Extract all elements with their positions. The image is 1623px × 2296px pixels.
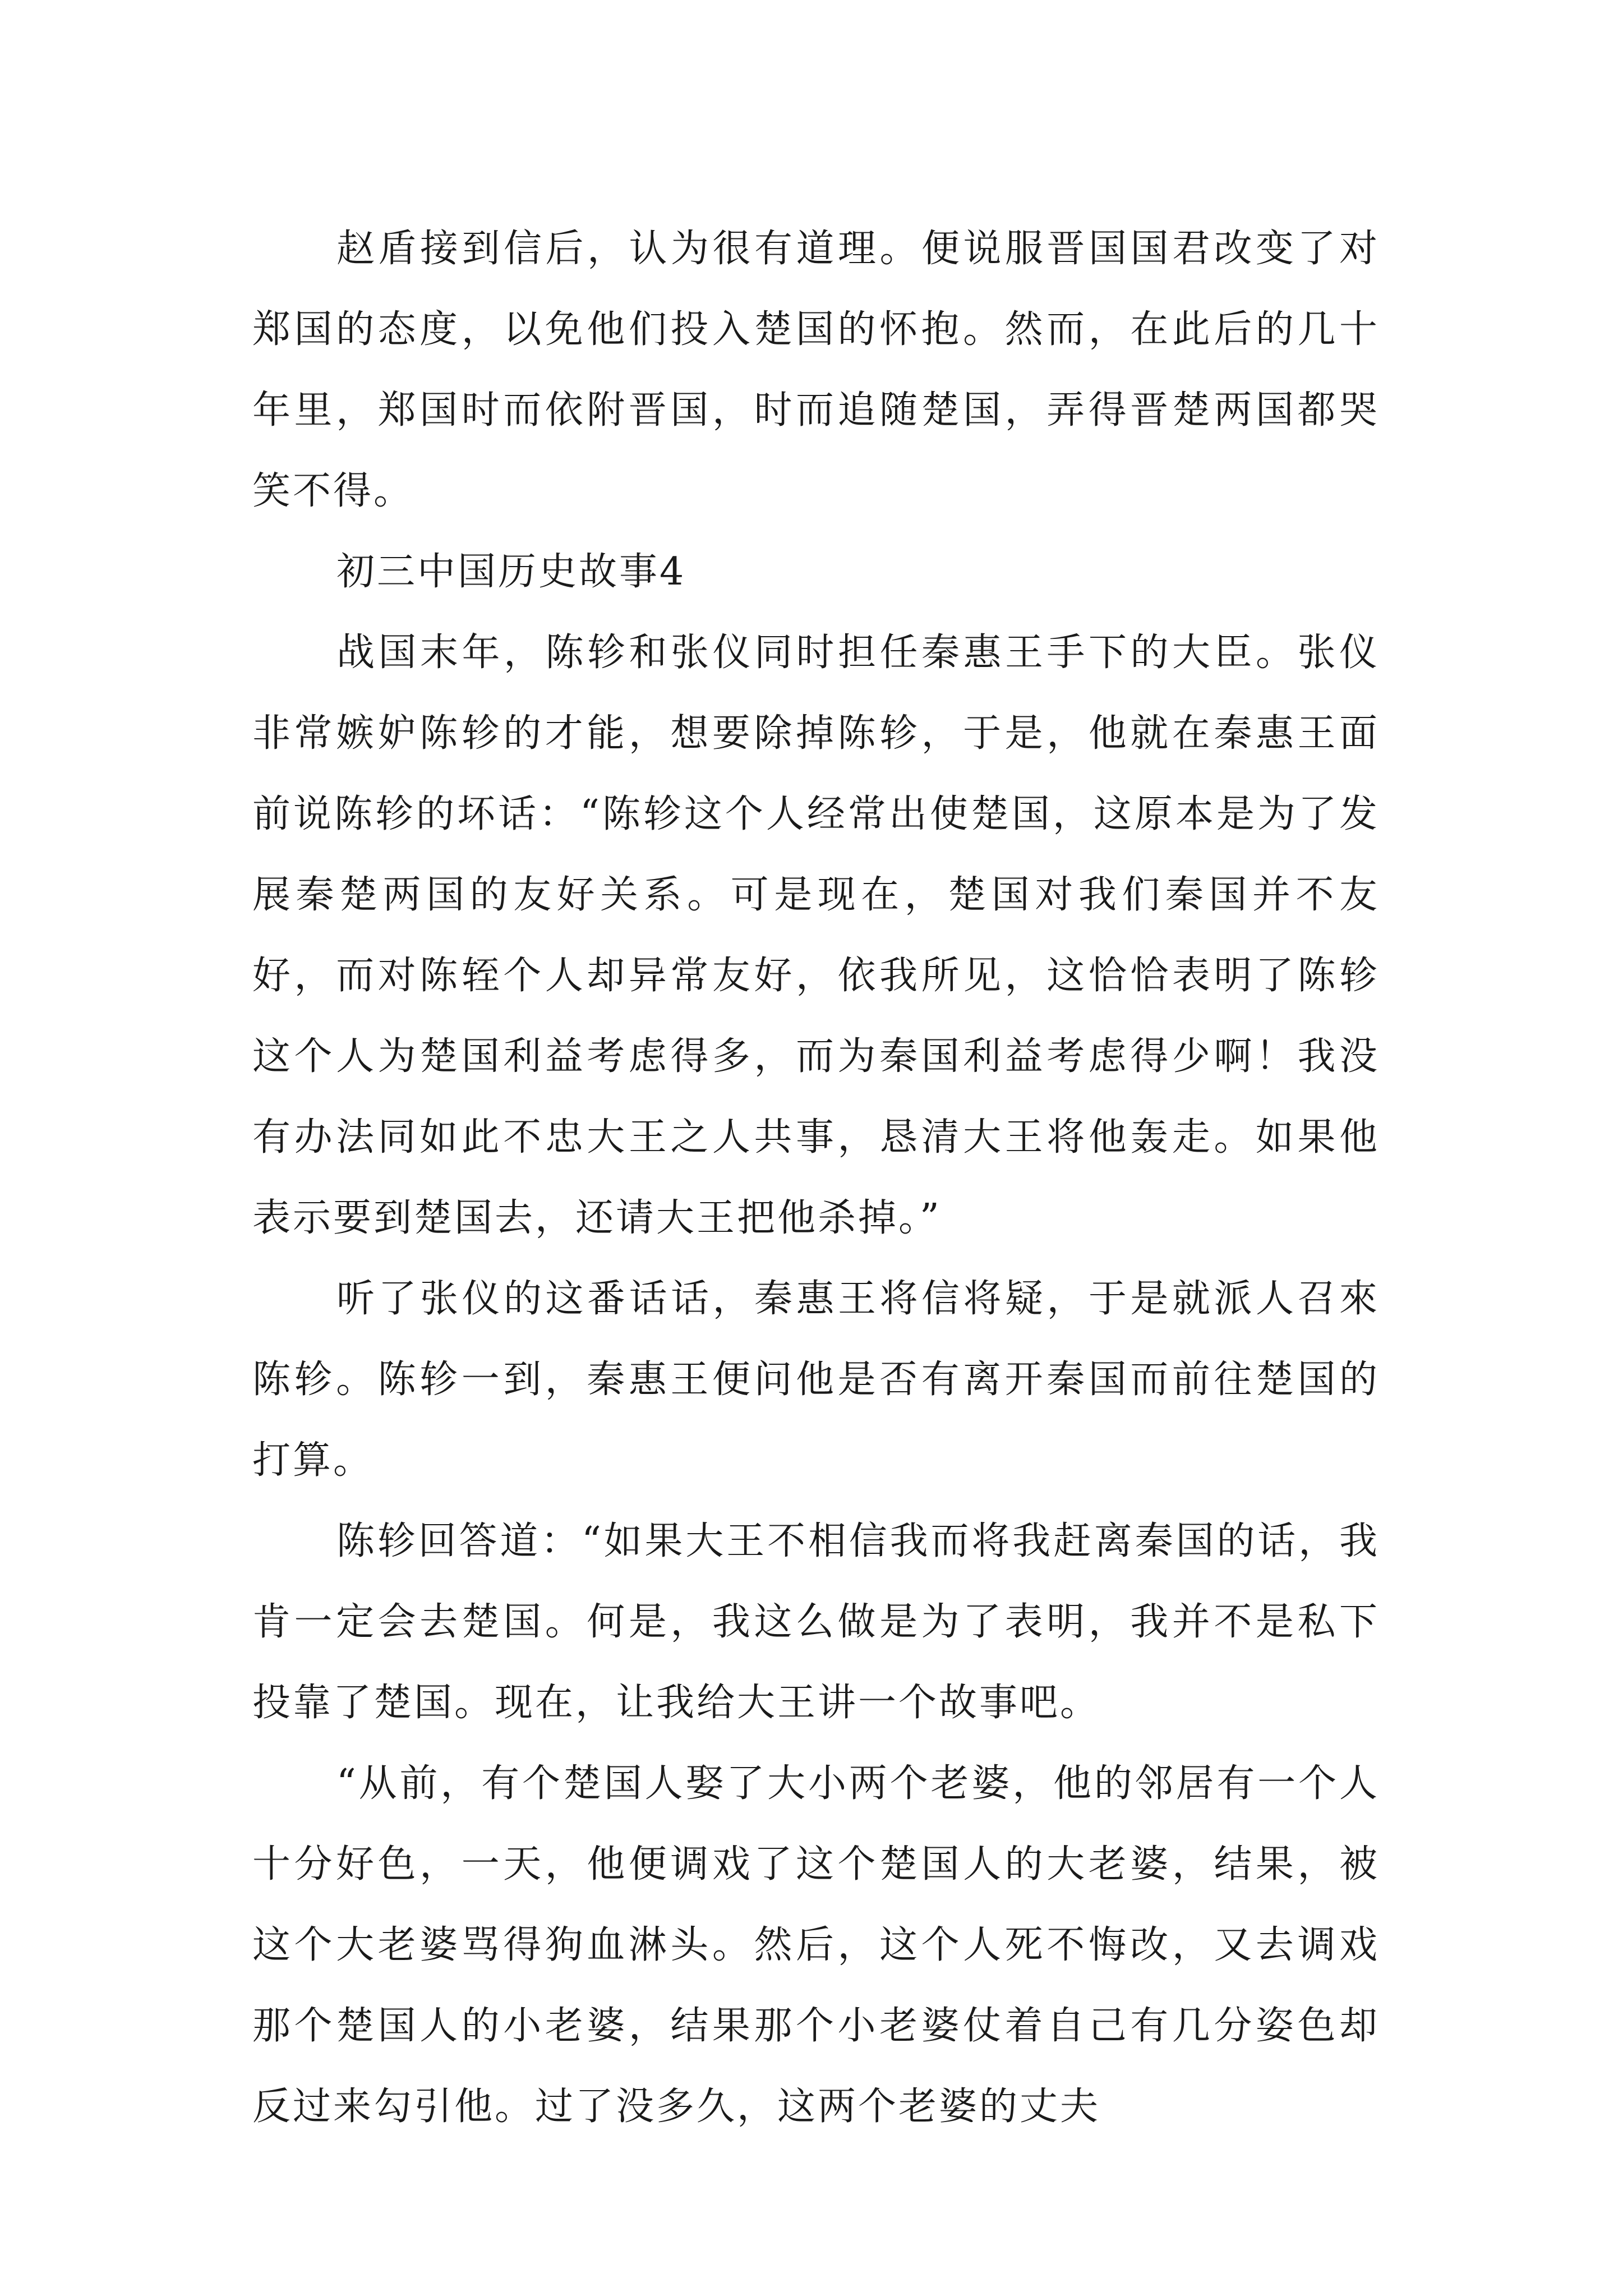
paragraph: 陈轸回答道：“如果大王不相信我而将我赶离秦国的话，我肯一定会去楚国。何是，我这么做是为了表明，我并不是私下投靠了楚国。现在，让我给大王讲一个故事吧。	[252, 1519, 1380, 1725]
paragraph: 听了张仪的这番话话，秦惠王将信将疑，于是就派人召來陈轸。陈轸一到，秦惠王便问他是否有离开秦国而前往楚国的打算。	[252, 1277, 1380, 1483]
paragraph: “从前，有个楚国人娶了大小两个老婆，他的邻居有一个人十分好色，一天，他便调戏了这个楚国人的大老婆，结果，被这个大老婆骂得狗血淋头。然后，这个人死不悔改，又去调戏那个楚国人的小老婆，结果那个小老婆仗着自己有几分姿色却反过来勾引他。过了没多久，这两个老婆的丈夫	[252, 1761, 1380, 2129]
paragraph: 赵盾接到信后，认为很有道理。便说服晋国国君改变了对郑国的态度，以免他们投入楚国的怀抱。然而，在此后的几十年里，郑国时而依附晋国，时而追随楚国，弄得晋楚两国都哭笑不得。	[252, 227, 1380, 513]
paragraph: 战国末年，陈轸和张仪同时担任秦惠王手下的大臣。张仪非常嫉妒陈轸的才能，想要除掉陈轸，于是，他就在秦惠王面前说陈轸的坏话：“陈轸这个人经常出使楚国，这原本是为了发展秦楚两国的友好关系。可是现在，楚国对我们秦国并不友好，而对陈轾个人却异常友好，依我所见，这恰恰表明了陈轸这个人为楚国利益考虑得多，而为秦国利益考虑得少啊！我没有办法同如此不忠大王之人共事，恳清大王将他轰走。如果他表示要到楚国去，还请大王把他杀掉。”	[252, 631, 1380, 1240]
document-page	[252, 209, 1380, 2147]
section-heading: 初三中国历史故事4	[336, 550, 686, 594]
